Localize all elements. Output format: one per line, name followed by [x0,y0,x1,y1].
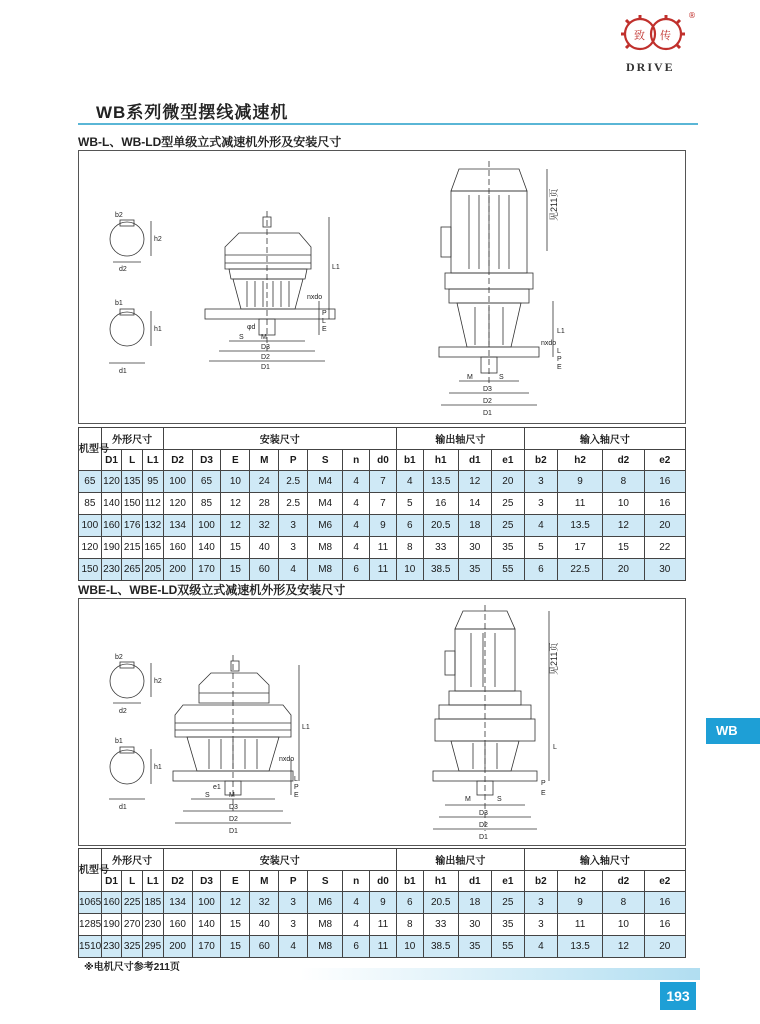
table-cell: 12 [221,515,250,537]
table-cell: 35 [491,537,524,559]
table-row [79,471,686,493]
registered-mark: ® [688,11,696,20]
d2-label-h1: h1 [154,764,162,771]
model-cell: 65 [79,471,102,493]
d1-label-D3: D3 [261,344,270,351]
d1-motor-D1: D1 [483,410,492,417]
table-cell: 30 [458,537,491,559]
table-cell: 85 [192,493,221,515]
table-cell: 20 [603,559,644,581]
table-cell: 3 [524,914,557,936]
model-cell: 1065 [79,892,102,914]
table-cell: 165 [142,537,163,559]
column-header: b1 [396,871,423,892]
table-cell: 40 [250,914,279,936]
table-cell: M6 [308,515,343,537]
table-cell: 24 [250,471,279,493]
table-cell: 25 [491,493,524,515]
d2-motor-D2: D2 [479,822,488,829]
d2-label-nd0: nxdo [279,756,295,763]
model-cell: 150 [79,559,102,581]
install-header: 安装尺寸 [163,849,396,871]
table-cell: 7 [370,493,397,515]
table-cell: 6 [343,559,370,581]
install-header: 安装尺寸 [163,428,396,450]
table-cell: 3 [279,892,308,914]
d2-label-P: P [294,784,299,791]
table-cell: 135 [122,471,143,493]
table-cell: 3 [279,914,308,936]
table-cell: M8 [308,559,343,581]
table-cell: 16 [644,493,685,515]
title-rule [78,123,698,125]
table-cell: 22 [644,537,685,559]
table-cell: 4 [343,471,370,493]
page-strip [300,968,700,980]
column-header: e2 [644,871,685,892]
table-cell: 25 [491,892,524,914]
table-cell: 190 [101,914,122,936]
table-cell: 160 [163,914,192,936]
column-header: n [343,871,370,892]
column-header: h2 [557,871,602,892]
table-cell: 132 [142,515,163,537]
table-cell: 170 [192,936,221,958]
table-row [79,559,686,581]
table-cell: 60 [250,559,279,581]
table-cell: 10 [396,559,423,581]
table-cell: 3 [524,493,557,515]
table-cell: 112 [142,493,163,515]
outline-header: 外形尺寸 [101,849,163,871]
table-cell: 7 [370,471,397,493]
table-cell: 15 [221,914,250,936]
d1-motor-L1: L1 [557,328,565,335]
table-cell: 140 [192,914,221,936]
d1-label-E: E [322,326,327,333]
column-header: S [308,871,343,892]
d2-label-b2: b2 [115,654,123,661]
d1-label-h1: h1 [154,326,162,333]
column-header: D2 [163,450,192,471]
column-header: S [308,450,343,471]
column-header: d0 [370,871,397,892]
table-cell: 12 [603,936,644,958]
table-cell: M4 [308,471,343,493]
table-cell: 190 [101,537,122,559]
table-cell: 140 [192,537,221,559]
d2-label-L: L [294,776,298,783]
d2-motor-P: P [541,780,546,787]
column-header: d1 [458,871,491,892]
table-cell: 4 [279,936,308,958]
table-row [79,537,686,559]
d2-motor-M: M [465,796,471,803]
table-cell: 160 [101,892,122,914]
model-cell: 85 [79,493,102,515]
table-cell: 11 [370,537,397,559]
table-cell: 10 [396,936,423,958]
page-title: WB系列微型摆线减速机 [96,103,289,122]
d1-motor-nd0: nxdo [541,340,557,347]
table-cell: 270 [122,914,143,936]
table-cell: 230 [101,936,122,958]
d2-motor-D1: D1 [479,834,488,841]
table-cell: 38.5 [423,936,458,958]
column-header: e1 [491,450,524,471]
table-cell: M8 [308,936,343,958]
logo-wordmark: DRIVE [626,60,675,74]
d1-label-D1: D1 [261,364,270,371]
column-header: d2 [603,871,644,892]
table-cell: 3 [279,515,308,537]
column-header: D1 [101,871,122,892]
table-cell: 176 [122,515,143,537]
table-cell: 35 [458,936,491,958]
d2-label-M: M [229,792,235,799]
d1-motor-ref: 见211页 [549,188,559,221]
column-header: D1 [101,450,122,471]
table-cell: 5 [524,537,557,559]
table-cell: 15 [603,537,644,559]
d2-label-d1: d1 [119,804,127,811]
d1-label-d2: d2 [119,266,127,273]
table-cell: 8 [396,914,423,936]
table-cell: 55 [491,559,524,581]
column-header: n [343,450,370,471]
column-header: M [250,871,279,892]
table-cell: 35 [491,914,524,936]
d1-label-d1: d1 [119,368,127,375]
d1-motor-P: P [557,356,562,363]
input-shaft-header: 输入轴尺寸 [524,428,685,450]
table-cell: 17 [557,537,602,559]
d1-label-L1: L1 [332,264,340,271]
table-cell: 134 [163,515,192,537]
footnote: ※电机尺寸参考211页 [84,962,180,973]
d2-motor-D3: D3 [479,810,488,817]
page-number: 193 [660,982,696,1010]
d1-label-nd0: nxdo [307,294,323,301]
d1-motor-M: M [467,374,473,381]
table-cell: 225 [122,892,143,914]
table-cell: 160 [163,537,192,559]
table-cell: 3 [279,537,308,559]
table-cell: 3 [524,471,557,493]
column-header: h2 [557,450,602,471]
table-cell: 6 [343,936,370,958]
model-header: 机型号 [79,849,102,892]
d2-label-D3: D3 [229,804,238,811]
d2-motor-ref: 见211页 [549,642,559,675]
table-cell: 325 [122,936,143,958]
table-cell: 12 [221,892,250,914]
table-cell: 2.5 [279,471,308,493]
table-cell: 16 [644,914,685,936]
table-cell: M8 [308,537,343,559]
table-cell: 15 [221,559,250,581]
table-cell: 120 [163,493,192,515]
table-cell: 20.5 [423,515,458,537]
table-cell: 14 [458,493,491,515]
table-cell: 185 [142,892,163,914]
table-cell: 265 [122,559,143,581]
table-cell: 4 [343,914,370,936]
table-cell: 134 [163,892,192,914]
dimension-table-2 [78,848,686,958]
column-header: d1 [458,450,491,471]
table-cell: M6 [308,892,343,914]
table-row [79,493,686,515]
d1-label-L: L [322,318,326,325]
d2-label-E: E [294,792,299,799]
column-header: b2 [524,871,557,892]
drawing-2-svg [79,599,685,845]
input-shaft-header: 输入轴尺寸 [524,849,685,871]
table-cell: 13.5 [557,936,602,958]
table-cell: 40 [250,537,279,559]
table-cell: 100 [163,471,192,493]
table-cell: 6 [396,515,423,537]
table-cell: 11 [557,914,602,936]
table-cell: 120 [101,471,122,493]
table-cell: 4 [279,559,308,581]
d2-label-d2: d2 [119,708,127,715]
d2-label-D2: D2 [229,816,238,823]
d1-label-b1: b1 [115,300,123,307]
table-cell: M4 [308,493,343,515]
table-cell: 9 [557,471,602,493]
column-header: b2 [524,450,557,471]
table-cell: 9 [557,892,602,914]
d1-label-P: P [322,310,327,317]
column-header: h1 [423,450,458,471]
table-cell: 200 [163,559,192,581]
table-cell: 10 [221,471,250,493]
column-header: L1 [142,871,163,892]
table-cell: 32 [250,892,279,914]
d2-motor-S: S [497,796,502,803]
table-cell: 6 [524,559,557,581]
table-cell: 160 [101,515,122,537]
model-header: 机型号 [79,428,102,471]
d2-label-b1: b1 [115,738,123,745]
table-cell: 11 [370,914,397,936]
drawing-panel-1 [78,150,686,424]
table-cell: 200 [163,936,192,958]
d2-label-D1: D1 [229,828,238,835]
d1-label-M: M [261,334,267,341]
column-header: L1 [142,450,163,471]
d1-label-phi: φd [247,324,256,331]
column-header: e2 [644,450,685,471]
logo-char-left: 致 [634,29,645,42]
table-cell: 2.5 [279,493,308,515]
model-cell: 1510 [79,936,102,958]
table-cell: 230 [142,914,163,936]
outline-header: 外形尺寸 [101,428,163,450]
d2-label-L1: L1 [302,724,310,731]
table-cell: 8 [396,537,423,559]
table-cell: 32 [250,515,279,537]
section2-title: WBE-L、WBE-LD双级立式减速机外形及安装尺寸 [78,583,346,597]
table-cell: 3 [524,892,557,914]
table-cell: 95 [142,471,163,493]
d1-motor-D2: D2 [483,398,492,405]
table-cell: 5 [396,493,423,515]
table-cell: 6 [396,892,423,914]
table-cell: 16 [644,892,685,914]
table-cell: 4 [524,515,557,537]
table-cell: 10 [603,493,644,515]
column-header: P [279,450,308,471]
table-cell: 22.5 [557,559,602,581]
model-cell: 120 [79,537,102,559]
column-header: E [221,871,250,892]
table-cell: 215 [122,537,143,559]
model-cell: 1285 [79,914,102,936]
column-header: D2 [163,871,192,892]
table-cell: 4 [343,892,370,914]
table-row [79,936,686,958]
d1-motor-E: E [557,364,562,371]
table-row [79,914,686,936]
table-cell: 4 [343,537,370,559]
table-cell: 20 [644,515,685,537]
logo-char-right: 传 [660,29,671,42]
column-header: d2 [603,450,644,471]
table-cell: 4 [343,493,370,515]
dimension-table-1 [78,427,686,581]
table-cell: 4 [343,515,370,537]
table-cell: 55 [491,936,524,958]
column-header: L [122,450,143,471]
output-shaft-header: 输出轴尺寸 [396,428,524,450]
column-header: M [250,450,279,471]
table-cell: 15 [221,936,250,958]
column-header: P [279,871,308,892]
table-cell: 4 [524,936,557,958]
table-cell: 230 [101,559,122,581]
table-cell: 170 [192,559,221,581]
table-cell: 28 [250,493,279,515]
table-cell: 30 [458,914,491,936]
d2-label-h2: h2 [154,678,162,685]
column-header: h1 [423,871,458,892]
table-cell: 16 [423,493,458,515]
table-row [79,515,686,537]
drawing-panel-2 [78,598,686,846]
column-header: L [122,871,143,892]
table-cell: 12 [221,493,250,515]
d1-motor-L: L [557,348,561,355]
table-cell: 100 [192,892,221,914]
column-header: E [221,450,250,471]
column-header: d0 [370,450,397,471]
d1-label-b2: b2 [115,212,123,219]
table-cell: 65 [192,471,221,493]
column-header: D3 [192,450,221,471]
table-cell: 140 [101,493,122,515]
d1-label-D2: D2 [261,354,270,361]
table-cell: 150 [122,493,143,515]
table-cell: 13.5 [557,515,602,537]
table-cell: 295 [142,936,163,958]
table-cell: 8 [603,471,644,493]
section1-title: WB-L、WB-LD型单级立式减速机外形及安装尺寸 [78,135,342,149]
table-cell: 60 [250,936,279,958]
table-cell: M8 [308,914,343,936]
model-cell: 100 [79,515,102,537]
table-cell: 18 [458,892,491,914]
table-cell: 4 [396,471,423,493]
output-shaft-header: 输出轴尺寸 [396,849,524,871]
d1-label-S: S [239,334,244,341]
table-cell: 18 [458,515,491,537]
table-cell: 11 [370,936,397,958]
table-cell: 38.5 [423,559,458,581]
table-cell: 11 [370,559,397,581]
table-cell: 205 [142,559,163,581]
drawing-1-svg [79,151,685,423]
d2-motor-E: E [541,790,546,797]
table-row [79,892,686,914]
table-cell: 8 [603,892,644,914]
table-cell: 20 [644,936,685,958]
table-cell: 25 [491,515,524,537]
table-cell: 20.5 [423,892,458,914]
section-tab[interactable]: WB [706,718,760,744]
table-cell: 33 [423,914,458,936]
d2-label-e1: e1 [213,784,221,791]
table-cell: 15 [221,537,250,559]
d1-motor-D3: D3 [483,386,492,393]
d1-label-h2: h2 [154,236,162,243]
table-cell: 10 [603,914,644,936]
table-cell: 12 [458,471,491,493]
d2-motor-L: L [553,744,557,751]
column-header: e1 [491,871,524,892]
table-cell: 30 [644,559,685,581]
table-cell: 100 [192,515,221,537]
table-cell: 12 [603,515,644,537]
table-cell: 20 [491,471,524,493]
d2-label-S: S [205,792,210,799]
table-cell: 16 [644,471,685,493]
table-cell: 33 [423,537,458,559]
table-cell: 11 [557,493,602,515]
table-cell: 35 [458,559,491,581]
table-cell: 9 [370,515,397,537]
d1-motor-S: S [499,374,504,381]
table-cell: 13.5 [423,471,458,493]
column-header: b1 [396,450,423,471]
table-cell: 9 [370,892,397,914]
column-header: D3 [192,871,221,892]
